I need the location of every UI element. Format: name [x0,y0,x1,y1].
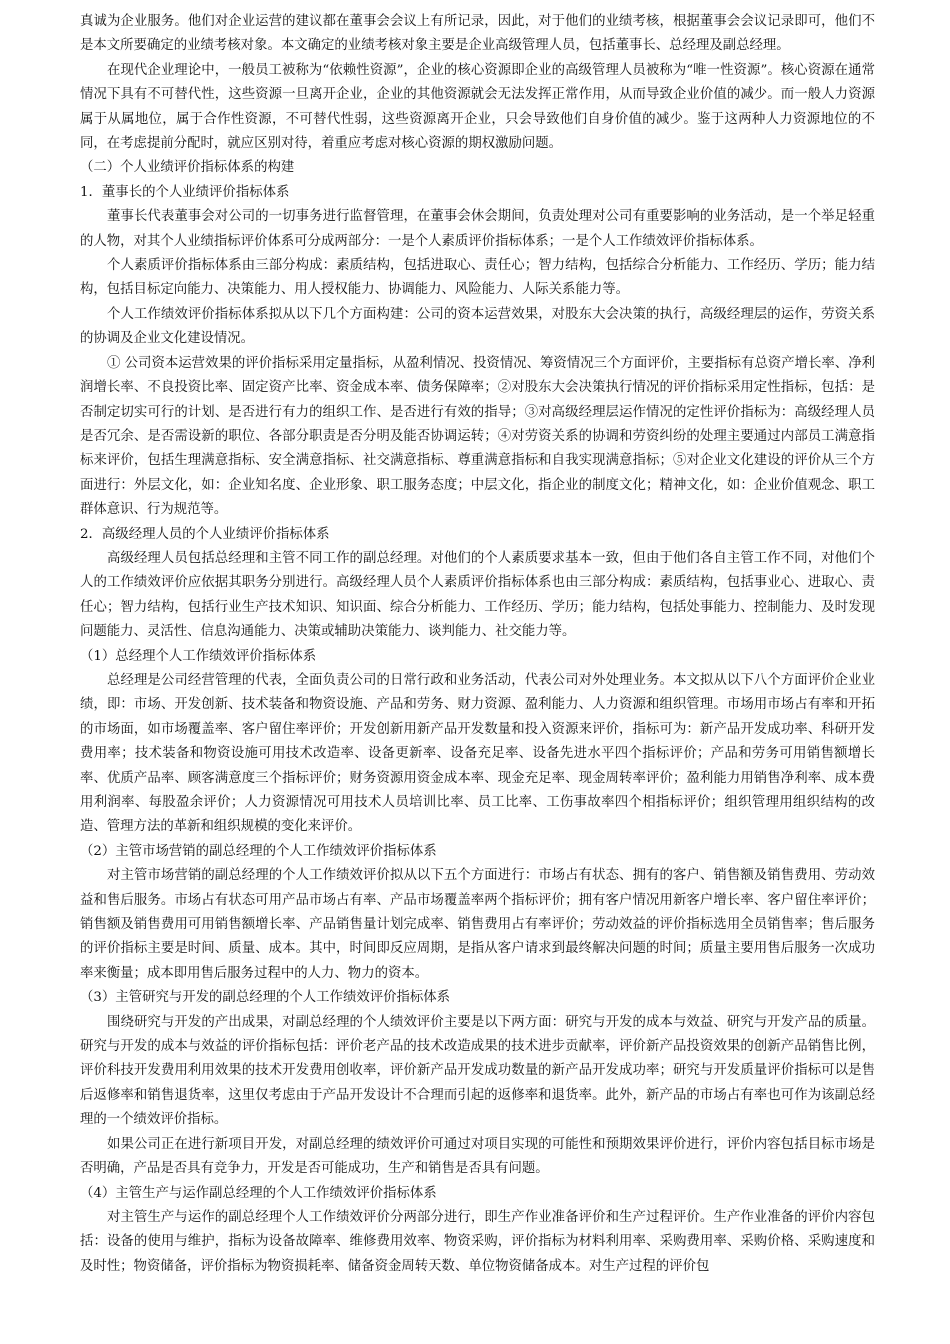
paragraph-continued: 真诚为企业服务。他们对企业运营的建议都在董事会会议上有所记录，因此，对于他们的业绩考核，根据董事会会议记录即可，他们不是本文所要确定的业绩考核对象。本文确定的业绩考核对象主要是企业高级管理人员，包括董事长、总经理及副总经理。 [80,14,875,54]
heading-production-vp: （4）主管生产与运作副总经理的个人工作绩效评价指标体系 [80,1185,437,1201]
paragraph-general-manager: 总经理是公司经营管理的代表，全面负责公司的日常行政和业务活动，代表公司对外处理业务。本文拟从以下八个方面评价企业业绩，即：市场、开发创新、技术装备和物资设施、产品和劳务、财力资源、盈利能力、人力资源和组织管理。市场用市场占有率和开拓的市场面，如市场覆盖率、客户留住率评价；开发创新用新产品开发数量和投入资源来评价，指标可为：新产品开发成功率、科研开发费用率；技术装备和物资设施可用技术改造率、设备更新率、设备充足率、设备先进水平四个指标评价；产品和劳务可用销售额增长率、优质产品率、顾客满意度三个指标评价；财务资源用资金成本率、现金充足率、现金周转率评价；盈利能力用销售净利率、成本费用利润率、每股盈余评价；人力资源情况可用技术人员培训比率、员工比率、工伤事故率四个相指标评价；组织管理用组织结构的改造、管理方法的革新和组织规模的变化来评价。 [80,672,875,835]
paragraph-core-resources: 在现代企业理论中，一般员工被称为“依赖性资源”，企业的核心资源即企业的高级管理人员被称为“唯一性资源”。核心资源在通常情况下具有不可替代性，这些资源一旦离开企业，企业的其他资源就会无法发挥正常作用，从而导致企业价值的减少。而一般人力资源属于从属地位，属于合作性资源，不可替代性弱，这些资源离开企业，只会导致他们自身价值的减少。鉴于这两种人力资源地位的不同，在考虑提前分配时，就应区别对待，着重应考虑对核心资源的期权激励问题。 [80,62,875,152]
paragraph-chairman-intro: 董事长代表董事会对公司的一切事务进行监督管理，在董事会休会期间，负责处理对公司有重要影响的业务活动，是一个举足轻重的人物，对其个人业绩指标评价体系可分成两部分：一是个人素质评价指标体系；一是个人工作绩效评价指标体系。 [80,209,875,249]
paragraph-production-vp: 对主管生产与运作的副总经理个人工作绩效评价分两部分进行，即生产作业准备评价和生产过程评价。生产作业准备的评价内容包括：设备的使用与维护，指标为设备故障率、维修费用效率、物资采购，评价指标为材料利用率、采购费用率、采购价格、采购速度和及时性；物资储备，评价指标为物资损耗率、储备资金周转天数、单位物资储备成本。对生产过程的评价包 [80,1209,875,1274]
heading-general-manager: （1）总经理个人工作绩效评价指标体系 [80,648,317,664]
paragraph-marketing-vp: 对主管市场营销的副总经理的个人工作绩效评价拟从以下五个方面进行：市场占有状态、拥有的客户、销售额及销售费用、劳动效益和售后服务。市场占有状态可用产品市场占有率、产品市场覆盖率两个指标评价；拥有客户情况用新客户增长率、客户留住率评价；销售额及销售费用可用销售额增长率、产品销售量计划完成率、销售费用占有率评价；劳动效益的评价指标选用全员销售率；售后服务的评价指标主要是时间、质量、成本。其中，时间即反应周期，是指从客户请求到最终解决问题的时间；质量主要用售后服务一次成功率来衡量；成本即用售后服务过程中的人力、物力的资本。 [80,868,875,981]
paragraph-new-project: 如果公司正在进行新项目开发，对副总经理的绩效评价可通过对项目实现的可能性和预期效果评价进行，评价内容包括目标市场是否明确，产品是否具有竞争力，开发是否可能成功，生产和销售是否具有问题。 [80,1136,875,1177]
heading-rd-vp: （3）主管研究与开发的副总经理的个人工作绩效评价指标体系 [80,990,451,1006]
heading-marketing-vp: （2）主管市场营销的副总经理的个人工作绩效评价指标体系 [80,843,437,859]
paragraph-performance-indicators: 个人工作绩效评价指标体系拟从以下几个方面构建：公司的资本运营效果，对股东大会决策的执行，高级经理层的运作，劳资关系的协调及企业文化建设情况。 [80,306,875,347]
subsection-heading-chairman: 1．董事长的个人业绩评价指标体系 [80,184,290,200]
paragraph-senior-managers: 高级经理人员包括总经理和主管不同工作的副总经理。对他们的个人素质要求基本一致，但由于他们各自主管工作不同，对他们个人的工作绩效评价应依据其职务分别进行。高级经理人员个人素质评价指标体系也由三部分构成：素质结构，包括事业心、进取心、责任心；智力结构，包括行业生产技术知识、知识面、综合分析能力、工作经历、学历；能力结构，包括处事能力、控制能力、及时发现问题能力、灵活性、信息沟通能力、决策或辅助决策能力、谈判能力、社交能力等。 [80,550,875,640]
subsection-heading-senior-managers: 2．高级经理人员的个人业绩评价指标体系 [80,526,330,542]
paragraph-rd-vp: 围绕研究与开发的产出成果，对副总经理的个人绩效评价主要是以下两方面：研究与开发的成本与效益、研究与开发产品的质量。研究与开发的成本与效益的评价指标包括：评价老产品的技术改造成果的技术进步贡献率，评价新产品投资效果的创新产品销售比例，评价科技开发费用利用效果的技术开发费用创收率，评价新产品开发成功数量的新产品开发成功率；研究与开发质量评价指标可以是售后返修率和销售退货率，这里仅考虑由于产品开发设计不合理而引起的返修率和退货率。此外，新产品的市场占有率也可作为该副总经理的一个绩效评价指标。 [80,1014,875,1128]
paragraph-numbered-items: ① 公司资本运营效果的评价指标采用定量指标，从盈利情况、投资情况、筹资情况三个方面评价，主要指标有总资产增长率、净利润增长率、不良投资比率、固定资产比率、资金成本率、债务保障率；②对股东大会决策执行情况的评价指标采用定性指标，包括：是否制定切实可行的计划、是否进行有力的组织工作、是否进行有效的指导；③对高级经理层运作情况的定性评价指标为：高级经理人员是否冗余、是否需设新的职位、各部分职责是否分明及能否协调运转；④对劳资关系的协调和劳资纠纷的处理主要通过内部员工满意指标来评价，包括生理满意指标、安全满意指标、社交满意指标、尊重满意指标和自我实现满意指标；⑤对企业文化建设的评价从三个方面进行：外层文化，如：企业知名度、企业形象、职工服务态度；中层文化，指企业的制度文化；精神文化，如：企业价值观念、职工群体意识、行为规范等。 [80,355,875,518]
section-heading-2: （二）个人业绩评价指标体系的构建 [80,160,295,176]
paragraph-quality-indicators: 个人素质评价指标体系由三部分构成：素质结构，包括进取心、责任心；智力结构，包括综合分析能力、工作经历、学历；能力结构，包括目标定向能力、决策能力、用人授权能力、协调能力、风险能力、人际关系能力等。 [80,258,875,298]
